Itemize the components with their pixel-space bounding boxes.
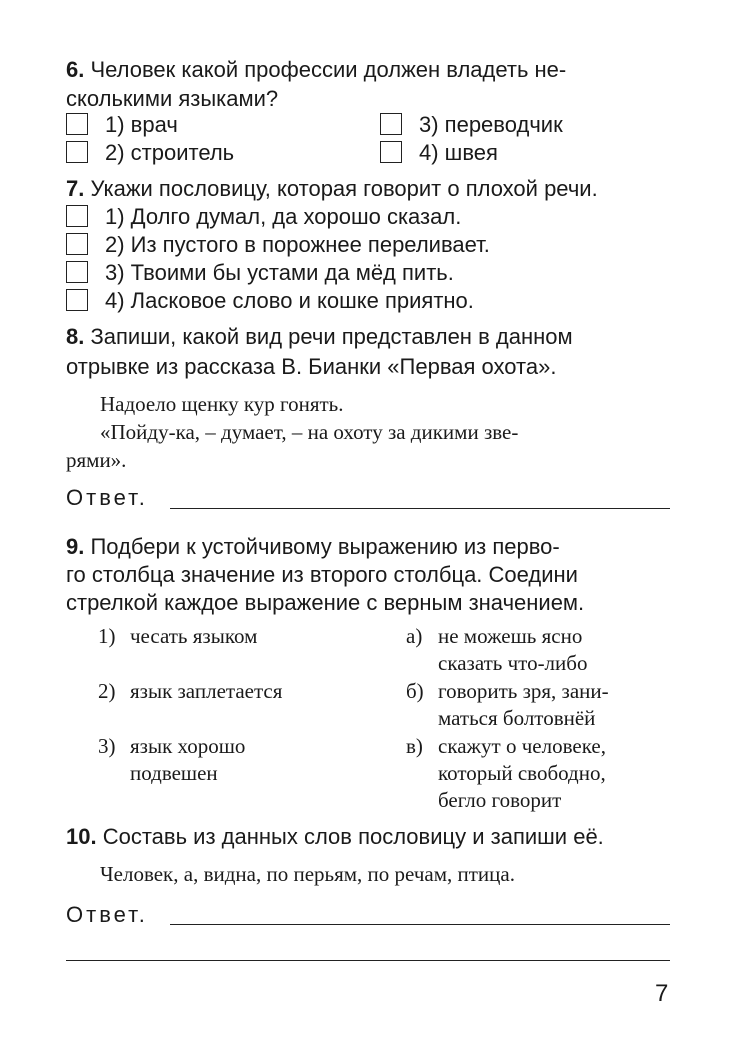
q9-right3-num: в) <box>406 734 423 758</box>
q10-answer-label: Ответ. <box>66 902 148 927</box>
q8-number: 8. <box>66 324 85 349</box>
q6-line2: сколькими языками? <box>66 86 279 111</box>
q8-excerpt-line1: Надоело щенку кур гонять. <box>100 392 344 416</box>
q8-answer-line[interactable] <box>170 508 670 509</box>
q8-text-1: Запиши, какой вид речи представлен в данном <box>90 324 573 349</box>
q7-number: 7. <box>66 176 85 201</box>
q9-left2-text[interactable]: язык заплетается <box>130 679 283 703</box>
q7-text <box>66 176 598 202</box>
q9-left3-text2[interactable]: подвешен <box>130 761 218 785</box>
q6-text-1: Человек какой профессии должен владеть не- <box>90 57 567 82</box>
q6-option3-checkbox[interactable] <box>380 113 402 135</box>
q7-text-span: Укажи пословицу, которая говорит о плохой речи. <box>90 176 598 201</box>
q7-option4-checkbox[interactable] <box>66 289 88 311</box>
q6-line1 <box>66 57 566 83</box>
q6-number: 6. <box>66 57 85 82</box>
q9-right1-text1[interactable]: не можешь ясно <box>438 624 583 648</box>
q6-option2-label: 2) строитель <box>105 140 235 165</box>
q9-line3: стрелкой каждое выражение с верным значением. <box>66 590 585 615</box>
q10-text <box>66 824 604 850</box>
q6-option3-label: 3) переводчик <box>419 112 563 137</box>
q6-option4-label: 4) швея <box>419 140 498 165</box>
q9-left1-text[interactable]: чесать языком <box>130 624 258 648</box>
q7-option3-checkbox[interactable] <box>66 261 88 283</box>
q10-text-span: Составь из данных слов пословицу и запиши её. <box>102 824 604 849</box>
q8-answer-label: Ответ. <box>66 485 148 510</box>
q10-answer-line2[interactable] <box>66 960 670 961</box>
q8-excerpt-line3: рями». <box>66 448 127 472</box>
q9-right2-text2[interactable]: маться болтовнёй <box>438 706 596 730</box>
q8-excerpt-line2: «Пойду-ка, – думает, – на охоту за дикими зве- <box>100 420 519 444</box>
q7-option2-checkbox[interactable] <box>66 233 88 255</box>
q9-right2-num: б) <box>406 679 424 703</box>
q9-text-1: Подбери к устойчивому выражению из перво- <box>90 534 560 559</box>
q7-option2-label: 2) Из пустого в порожнее переливает. <box>105 232 490 257</box>
q9-right1-num: а) <box>406 624 423 648</box>
q9-right1-text2[interactable]: сказать что-либо <box>438 651 588 675</box>
q10-number: 10. <box>66 824 97 849</box>
q9-number: 9. <box>66 534 85 559</box>
q9-left1-num: 1) <box>98 624 116 648</box>
q9-left3-text1[interactable]: язык хорошо <box>130 734 246 758</box>
q6-option1-checkbox[interactable] <box>66 113 88 135</box>
q6-option4-checkbox[interactable] <box>380 141 402 163</box>
q8-line2: отрывке из рассказа В. Бианки «Первая охота». <box>66 354 557 379</box>
q9-left3-num: 3) <box>98 734 116 758</box>
q7-option3-label: 3) Твоими бы устами да мёд пить. <box>105 260 454 285</box>
q6-option1-label: 1) врач <box>105 112 178 137</box>
page-number: 7 <box>655 980 669 1007</box>
q9-left2-num: 2) <box>98 679 116 703</box>
q6-option2-checkbox[interactable] <box>66 141 88 163</box>
q10-answer-line1[interactable] <box>170 924 670 925</box>
q9-right3-text2[interactable]: который свободно, <box>438 761 606 785</box>
q10-words: Человек, а, видна, по перьям, по речам, птица. <box>100 862 515 886</box>
q7-option1-label: 1) Долго думал, да хорошо сказал. <box>105 204 462 229</box>
q7-option1-checkbox[interactable] <box>66 205 88 227</box>
q9-right3-text3[interactable]: бегло говорит <box>438 788 562 812</box>
q8-line1 <box>66 324 573 350</box>
q9-line1 <box>66 534 560 560</box>
q7-option4-label: 4) Ласковое слово и кошке приятно. <box>105 288 474 313</box>
q9-right2-text1[interactable]: говорить зря, зани- <box>438 679 609 703</box>
q9-line2: го столбца значение из второго столбца. Соедини <box>66 562 578 587</box>
q9-right3-text1[interactable]: скажут о человеке, <box>438 734 606 758</box>
